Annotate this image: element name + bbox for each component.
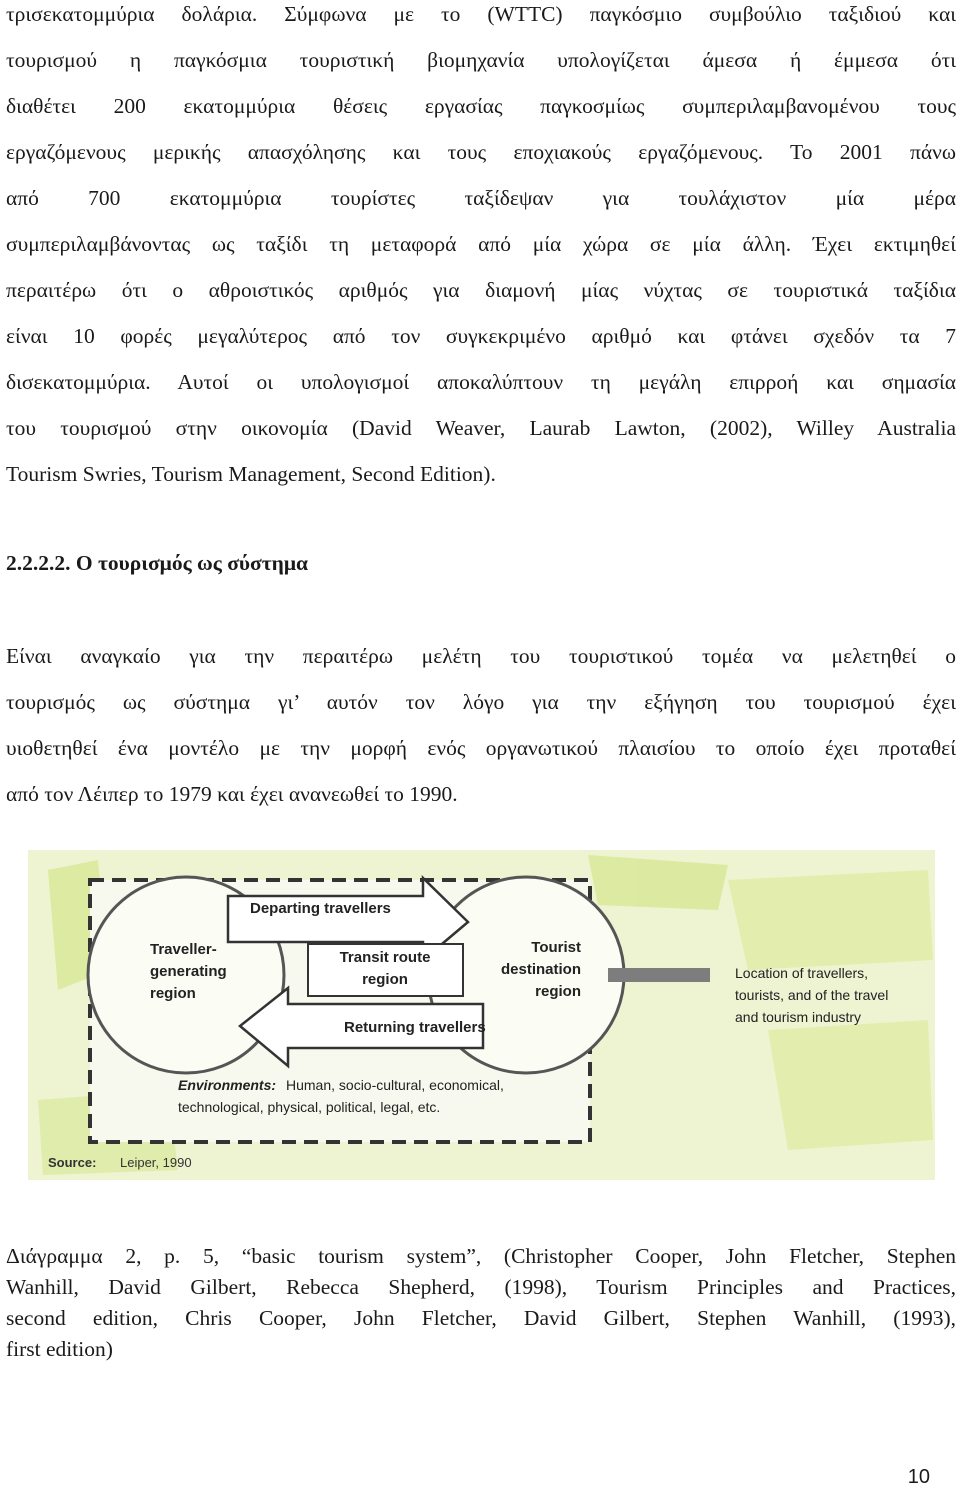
paragraph-line: Είναι αναγκαίο για την περαιτέρω μελέτη του τουριστικού τομέα να μελετηθεί ο <box>6 644 956 668</box>
caption-line: first edition) <box>6 1337 113 1361</box>
paragraph-line: υιοθετηθεί ένα μοντέλο με την μορφή ενός οργανωτικού πλαισίου το οποίο έχει προταθεί <box>6 736 956 760</box>
page-number: 10 <box>907 1466 930 1488</box>
paragraph-line: είναι 10 φορές μεγαλύτερος από τον συγκεκριμένο αριθμό και φτάνει σχεδόν τα 7 <box>6 324 956 348</box>
paragraph-line: συμπεριλαμβάνοντας ως ταξίδι τη μεταφορά από μία χώρα σε μία άλλη. Έχει εκτιμηθεί <box>6 232 956 256</box>
paragraph-line: του τουρισμού στην οικονομία (David Weaver, Laurab Lawton, (2002), Willey Australia <box>6 416 956 440</box>
paragraph-line: από τον Λέιπερ το 1979 και έχει ανανεωθεί το 1990. <box>6 782 458 806</box>
environments-label: Environments: <box>178 1077 277 1093</box>
destination-label-1: Tourist <box>531 939 581 956</box>
paragraph-line: περαιτέρω ότι ο αθροιστικός αριθμός για διαμονή μίας νύχτας σε τουριστικά ταξίδια <box>6 278 956 302</box>
paragraph-line: δισεκατομμύρια. Αυτοί οι υπολογισμοί αποκαλύπτουν τη μεγάλη επιρροή και σημασία <box>6 370 956 394</box>
paragraph-line: διαθέτει 200 εκατομμύρια θέσεις εργασίας παγκοσμίως συμπεριλαμβανομένου τους <box>6 94 956 118</box>
transit-label-1: Transit route <box>339 949 431 966</box>
paragraph-line: τρισεκατομμύρια δολάρια. Σύμφωνα με το (WTTC) παγκόσμιο συμβούλιο ταξιδιού και <box>6 2 956 26</box>
legend-swatch <box>608 968 710 982</box>
section-heading: 2.2.2.2. Ο τουρισμός ως σύστημα <box>6 551 309 575</box>
caption-line: Διάγραμμα 2, p. 5, “basic tourism system”, (Christopher Cooper, John Fletcher, Stephen <box>6 1244 956 1268</box>
departing-label: Departing travellers <box>250 900 391 917</box>
transit-label-2: region <box>362 971 408 988</box>
paragraph-line: εργαζόμενους μερικής απασχόλησης και τους εποχιακούς εργαζόμενους. Το 2001 πάνω <box>6 140 956 164</box>
generating-label-2: generating <box>150 963 227 980</box>
environments-line-1: Human, socio-cultural, economical, <box>286 1077 504 1093</box>
body-paragraph-1 <box>6 0 956 497</box>
figure-caption <box>6 1241 956 1365</box>
body-paragraph-2 <box>6 633 956 817</box>
diagram-canvas <box>28 850 935 1180</box>
paragraph-line: Tourism Swries, Tourism Management, Second Edition). <box>6 462 496 486</box>
legend-line-1: Location of travellers, <box>735 965 869 981</box>
paragraph-line: τουρισμός ως σύστημα γι’ αυτόν τον λόγο για την εξήγηση του τουρισμού έχει <box>6 690 956 714</box>
destination-label-3: region <box>535 983 581 1000</box>
tourism-system-diagram <box>28 850 935 1180</box>
legend-line-2: tourists, and of the travel <box>735 987 889 1003</box>
generating-label-3: region <box>150 985 196 1002</box>
source-label: Source: <box>48 1155 97 1170</box>
source-text: Leiper, 1990 <box>120 1155 192 1170</box>
legend-line-3: and tourism industry <box>735 1009 862 1025</box>
generating-label-1: Traveller- <box>150 941 217 958</box>
caption-line: second edition, Chris Cooper, John Fletcher, David Gilbert, Stephen Wanhill, (1993), <box>6 1306 956 1330</box>
caption-line: Wanhill, David Gilbert, Rebecca Shepherd, (1998), Tourism Principles and Practices, <box>6 1275 956 1299</box>
paragraph-line: από 700 εκατομμύρια τουρίστες ταξίδεψαν για τουλάχιστον μία μέρα <box>6 186 956 210</box>
environments-line-2: technological, physical, political, legal, etc. <box>178 1099 441 1115</box>
destination-label-2: destination <box>500 961 581 978</box>
paragraph-line: τουρισμού η παγκόσμια τουριστική βιομηχανία υπολογίζεται άμεσα ή έμμεσα ότι <box>6 48 956 72</box>
returning-label: Returning travellers <box>344 1019 486 1036</box>
